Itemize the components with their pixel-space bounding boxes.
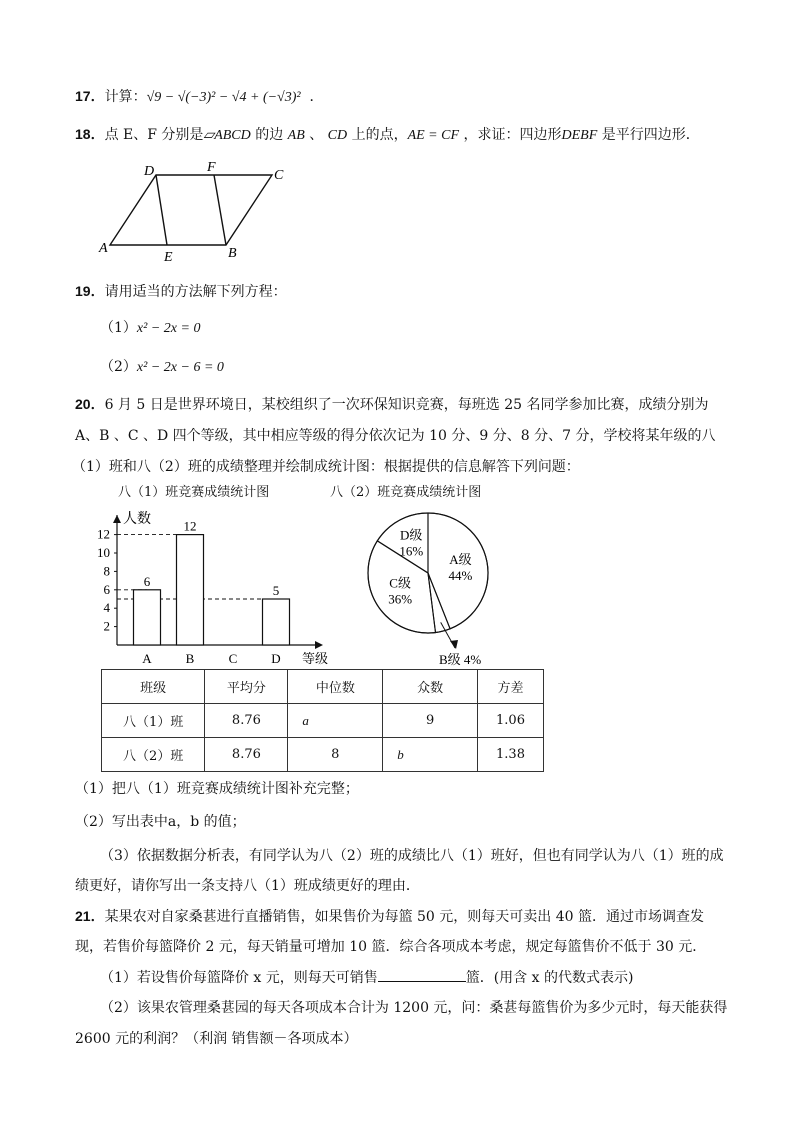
table-cell: b xyxy=(383,738,478,772)
pie-chart xyxy=(355,503,515,668)
table-cell: 8.76 xyxy=(205,704,288,738)
bar-value-label: 6 xyxy=(143,573,151,589)
question-number: 17． xyxy=(75,88,105,104)
segment-cd: CD xyxy=(327,128,348,143)
y-axis-arrow xyxy=(113,515,121,523)
equation: x² − 2x = 0 xyxy=(136,321,201,336)
y-tick-label: 2 xyxy=(103,618,110,634)
table-header: 中位数 xyxy=(288,670,383,704)
text-part: 某果农对自家桑葚进行直播销售，如果售价为每篮 50 元，则每天可卖出 40 篮．通过市场调查发 xyxy=(104,909,705,925)
question-20-part-1: （1）把八（1）班竞赛成绩统计图补充完整； xyxy=(75,781,359,797)
text-part: 、 xyxy=(304,127,324,143)
question-number: 21． xyxy=(75,908,105,924)
y-tick-label: 8 xyxy=(103,563,110,579)
pie-label: A级 xyxy=(449,551,472,567)
text-part: 6 月 5 日是世界环境日，某校组织了一次环保知识竞赛，每班选 25 名同学参加比赛，成绩分别为 xyxy=(104,397,709,413)
table-cell: 1.38 xyxy=(478,738,544,772)
label-d: D xyxy=(144,164,155,179)
period: ． xyxy=(309,89,324,105)
table-cell: 8.76 xyxy=(205,738,288,772)
table-cell: a xyxy=(288,704,383,738)
x-tick-label: D xyxy=(271,651,281,666)
table-cell: 1.06 xyxy=(478,704,544,738)
pie-value-label: 16% xyxy=(399,543,424,559)
pie-value-label: 44% xyxy=(448,567,473,583)
condition: AE = CF xyxy=(407,128,460,143)
x-tick-label: C xyxy=(228,651,238,666)
question-21-part-1 xyxy=(100,967,633,988)
table-row xyxy=(102,704,544,738)
pie-value-label: 36% xyxy=(388,591,413,607)
label-a: A xyxy=(99,241,108,256)
chart-title-class-2: 八（2）班竞赛成绩统计图 xyxy=(330,485,482,500)
stats-table xyxy=(101,669,544,772)
x-tick-label: B xyxy=(185,651,195,666)
y-tick-label: 4 xyxy=(103,600,110,616)
table-header: 平均分 xyxy=(205,670,288,704)
question-20-line-2: A、B 、C 、D 四个等级，其中相应等级的得分依次记为 10 分、9 分、8 分、7 分，学校将某年级的八 xyxy=(75,428,716,444)
question-20-part-2: （2）写出表中a，b 的值； xyxy=(75,814,246,830)
table-cell: 八（2）班 xyxy=(102,738,205,772)
table-cell: 8 xyxy=(288,738,383,772)
pie-label: C级 xyxy=(389,575,411,591)
text-part: 点 E、F 分别是 xyxy=(104,127,204,143)
table-header: 班级 xyxy=(102,670,205,704)
label-b: B xyxy=(228,246,237,261)
math-expression: √9 − √(−3)² − √4 + (−√3)² xyxy=(146,90,301,105)
bar-a xyxy=(134,590,161,645)
equation-2 xyxy=(100,357,224,378)
table-header: 方差 xyxy=(478,670,544,704)
text-part: 是平行四边形． xyxy=(597,127,700,143)
bar-d xyxy=(263,599,290,645)
table-row xyxy=(102,738,544,772)
question-21-line-1 xyxy=(75,906,704,927)
text-part: 上的点， xyxy=(347,127,408,143)
chart-title-class-1: 八（1）班竞赛成绩统计图 xyxy=(118,485,270,500)
y-tick-label: 10 xyxy=(97,545,110,560)
quadrilateral-name: DEBF xyxy=(561,128,598,143)
table-header-row xyxy=(102,670,544,704)
text-part: 篮．(用含 x 的代数式表示) xyxy=(465,970,634,986)
question-20-line-3: （1）班和八（2）班的成绩整理并绘制成统计图：根据提供的信息解答下列问题： xyxy=(72,459,580,475)
pie-label-b: B级 4% xyxy=(439,652,482,667)
table-cell: 八（1）班 xyxy=(102,704,205,738)
text-part: 的边 xyxy=(250,127,284,143)
segment-ab: AB xyxy=(287,128,305,143)
part-label: （1） xyxy=(100,320,137,336)
x-tick-label: A xyxy=(142,651,152,666)
equation: x² − 2x − 6 = 0 xyxy=(136,360,224,375)
bar-value-label: 12 xyxy=(183,518,197,534)
question-number: 18． xyxy=(75,126,105,142)
question-20-part-3-line-1: （3）依据数据分析表，有同学认为八（2）班的成绩比八（1）班好，但也有同学认为八（1）班的成 xyxy=(100,848,724,864)
equation-1 xyxy=(100,318,200,339)
question-21-line-2: 现，若售价每篮降价 2 元，每天销量可增加 10 篮．综合各项成本考虑，规定每篮售价不低于 30 元． xyxy=(75,939,707,955)
bar-value-label: 5 xyxy=(272,583,280,598)
question-19 xyxy=(75,281,287,302)
y-tick-label: 6 xyxy=(103,581,110,597)
table-cell: 9 xyxy=(383,704,478,738)
question-21-part-2-line-2: 2600 元的利润？（利润 销售额－各项成本） xyxy=(75,1031,358,1047)
question-number: 19． xyxy=(75,283,105,299)
label-e: E xyxy=(164,250,173,265)
text-part: ，求证：四边形 xyxy=(459,127,562,143)
x-axis-arrow xyxy=(315,641,323,649)
question-17 xyxy=(75,86,324,108)
label-f: F xyxy=(207,160,216,175)
question-20-part-3-line-2: 绩更好，请你写出一条支持八（1）班成绩更好的理由． xyxy=(75,878,420,894)
answer-blank[interactable] xyxy=(378,967,466,982)
bar-b xyxy=(177,535,204,645)
question-21-part-2-line-1: （2）该果农管理桑葚园的每天各项成本合计为 1200 元，问：桑葚每篮售价为多少元时，每天能获得 xyxy=(100,1000,728,1016)
y-axis-label: 人数 xyxy=(123,512,151,527)
question-text: 计算： xyxy=(104,89,147,105)
text-part: （1）若设售价每篮降价 x 元，则每天可销售 xyxy=(100,970,378,986)
label-c: C xyxy=(274,168,284,183)
table-header: 众数 xyxy=(383,670,478,704)
bar-chart xyxy=(85,503,345,668)
question-text: 请用适当的方法解下列方程： xyxy=(104,284,287,300)
x-axis-label: 等级 xyxy=(302,651,329,666)
part-label: （2） xyxy=(100,359,137,375)
pie-label: D级 xyxy=(400,527,423,543)
y-tick-label: 12 xyxy=(97,526,110,542)
question-number: 20． xyxy=(75,396,105,412)
parallelogram-figure xyxy=(90,155,300,265)
parallelogram-name: ▱ABCD xyxy=(203,128,251,143)
pie-b-arrowhead xyxy=(450,640,458,649)
question-18 xyxy=(75,124,700,146)
question-20-line-1 xyxy=(75,394,708,415)
